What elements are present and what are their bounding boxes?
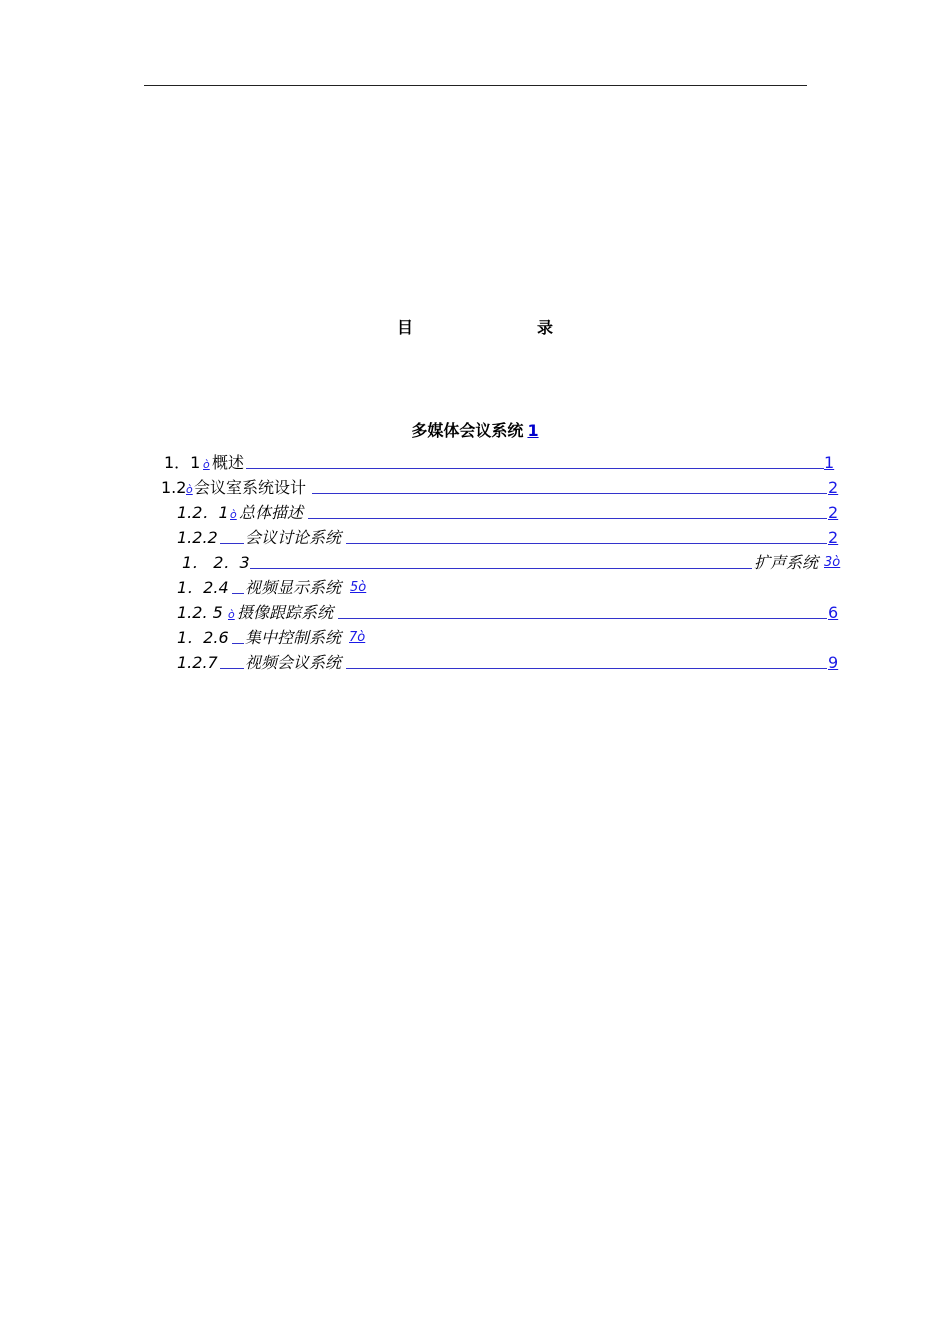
toc-entry-text: 视频会议系统	[245, 653, 342, 672]
toc-entry-page-link[interactable]: 2	[828, 528, 839, 547]
toc-leader-line	[250, 568, 752, 569]
toc-number-underline	[232, 593, 244, 594]
toc-entry-1-2-7[interactable]	[0, 652, 950, 674]
toc-entry-text: 总体描述	[239, 503, 304, 522]
toc-entry-1-2[interactable]	[0, 477, 950, 499]
toc-entry-page-link[interactable]: 7ò	[349, 630, 366, 645]
toc-entry-1-2-5[interactable]	[0, 602, 950, 624]
toc-entry-mark: ò	[186, 483, 193, 496]
toc-number-underline	[220, 668, 244, 669]
toc-entry-number: 1.2.2	[177, 528, 218, 547]
toc-entry-page-link[interactable]: 9	[828, 653, 839, 672]
toc-entry-text: 会议讨论系统	[245, 528, 342, 547]
toc-leader-line	[338, 618, 827, 619]
toc-entry-text: 概述	[212, 453, 245, 472]
toc-leader-line	[308, 518, 827, 519]
toc-entry-text: 集中控制系统	[245, 628, 342, 647]
toc-entry-number: 1.2	[161, 478, 187, 497]
toc-number-underline	[220, 543, 244, 544]
document-heading[interactable]	[0, 418, 950, 441]
toc-entry-text: 会议室系统设计	[194, 478, 307, 497]
toc-entry-text: 摄像跟踪系统	[237, 603, 334, 622]
toc-entry-page-link[interactable]: 1	[824, 453, 835, 472]
toc-entry-page-link[interactable]: 5ò	[350, 580, 367, 595]
toc-entry-mark: ò	[230, 508, 237, 521]
document-heading-page-link[interactable]: 1	[527, 421, 539, 440]
toc-title: 目 录	[396, 318, 607, 337]
toc-entry-number: 1.2.7	[177, 653, 218, 672]
toc-leader-line	[246, 468, 824, 469]
toc-entry-mark: ò	[203, 458, 210, 471]
toc-leader-line	[346, 543, 827, 544]
toc-entry-number: 1.2. 5	[177, 603, 223, 622]
toc-entry-mark: ò	[228, 608, 235, 621]
toc-entry-1-2-3[interactable]	[0, 552, 950, 574]
toc-entry-1-1[interactable]	[0, 452, 950, 474]
toc-entry-number: 1． 2．3	[182, 553, 250, 572]
toc-entry-1-2-1[interactable]	[0, 502, 950, 524]
toc-number-underline	[232, 643, 244, 644]
toc-entry-page-link[interactable]: 2	[828, 503, 839, 522]
toc-entry-number: 1．1	[164, 453, 201, 472]
toc-entry-page-link[interactable]: 6	[828, 603, 839, 622]
toc-entry-text: 扩声系统	[754, 553, 819, 572]
header-rule	[144, 85, 807, 86]
toc-leader-line	[312, 493, 827, 494]
toc-entry-page-link[interactable]: 2	[828, 478, 839, 497]
toc-entry-1-2-2[interactable]	[0, 527, 950, 549]
toc-entry-1-2-6[interactable]	[0, 627, 950, 649]
toc-entry-1-2-4[interactable]	[0, 577, 950, 599]
toc-entry-page-link[interactable]: 3ò	[824, 555, 841, 570]
toc-entry-number: 1．2.4	[177, 578, 229, 597]
document-heading-text: 多媒体会议系统	[411, 421, 524, 440]
toc-leader-line	[346, 668, 827, 669]
toc-entry-number: 1.2．1	[177, 503, 229, 522]
toc-entry-number: 1．2.6	[177, 628, 229, 647]
toc-entry-text: 视频显示系统	[245, 578, 342, 597]
